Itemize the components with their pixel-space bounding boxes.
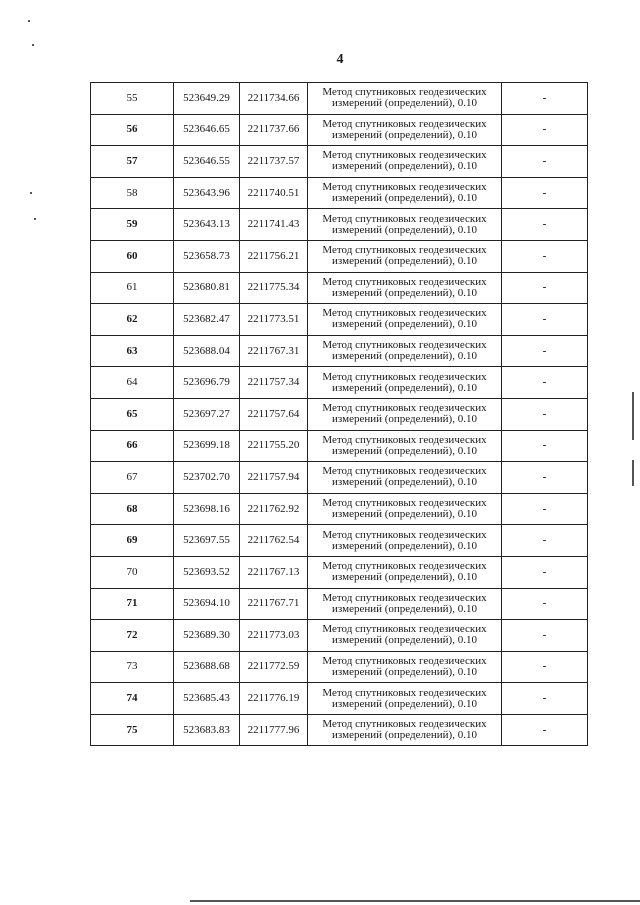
note-cell: - [502,398,588,430]
table-row [91,430,588,462]
table-row [91,683,588,715]
coord-x: 523643.13 [174,209,240,241]
coord-y: 2211755.20 [240,430,308,462]
note-cell: - [502,272,588,304]
method-line-2: измерений (определений), 0.10 [332,571,477,584]
point-number: 55 [91,83,174,115]
point-number: 72 [91,620,174,652]
method-line-2: измерений (определений), 0.10 [332,729,477,742]
table-row [91,588,588,620]
table-row [91,209,588,241]
point-number: 73 [91,651,174,683]
method-line-2: измерений (определений), 0.10 [332,160,477,173]
method-cell [308,83,502,115]
point-number: 56 [91,114,174,146]
point-number: 69 [91,525,174,557]
coord-y: 2211740.51 [240,177,308,209]
coord-x: 523688.68 [174,651,240,683]
table-row [91,525,588,557]
method-cell [308,620,502,652]
coordinates-table [90,82,588,746]
method-line-1: Метод спутниковых геодезических [322,560,487,573]
method-cell [308,651,502,683]
coord-x: 523680.81 [174,272,240,304]
point-number: 60 [91,240,174,272]
method-cell [308,240,502,272]
coord-x: 523702.70 [174,462,240,494]
table-row [91,714,588,746]
table-row [91,651,588,683]
method-line-2: измерений (определений), 0.10 [332,318,477,331]
table-row [91,304,588,336]
coord-y: 2211767.31 [240,335,308,367]
note-cell: - [502,683,588,715]
method-line-1: Метод спутниковых геодезических [322,718,487,731]
method-line-1: Метод спутниковых геодезических [322,307,487,320]
page-number: 4 [336,52,344,67]
method-line-2: измерений (определений), 0.10 [332,413,477,426]
coord-x: 523646.65 [174,114,240,146]
coord-x: 523697.55 [174,525,240,557]
coord-x: 523682.47 [174,304,240,336]
note-cell: - [502,209,588,241]
point-number: 57 [91,146,174,178]
note-cell: - [502,651,588,683]
coord-y: 2211773.03 [240,620,308,652]
point-number: 65 [91,398,174,430]
note-cell: - [502,240,588,272]
note-cell: - [502,146,588,178]
coord-y: 2211734.66 [240,83,308,115]
method-line-2: измерений (определений), 0.10 [332,634,477,647]
method-cell [308,367,502,399]
note-cell: - [502,177,588,209]
method-line-2: измерений (определений), 0.10 [332,128,477,141]
method-cell [308,462,502,494]
method-line-2: измерений (определений), 0.10 [332,286,477,299]
coord-y: 2211773.51 [240,304,308,336]
method-line-1: Метод спутниковых геодезических [322,181,487,194]
method-line-2: измерений (определений), 0.10 [332,665,477,678]
scan-mark [32,44,34,46]
coord-y: 2211756.21 [240,240,308,272]
method-line-1: Метод спутниковых геодезических [322,117,487,130]
method-cell [308,146,502,178]
note-cell: - [502,83,588,115]
method-line-2: измерений (определений), 0.10 [332,255,477,268]
method-line-2: измерений (определений), 0.10 [332,539,477,552]
point-number: 66 [91,430,174,462]
coord-y: 2211776.19 [240,683,308,715]
coord-y: 2211757.64 [240,398,308,430]
method-line-2: измерений (определений), 0.10 [332,97,477,110]
point-number: 74 [91,683,174,715]
coord-y: 2211767.71 [240,588,308,620]
coord-y: 2211762.54 [240,525,308,557]
coord-x: 523649.29 [174,83,240,115]
table-row [91,367,588,399]
method-line-1: Метод спутниковых геодезических [322,339,487,352]
point-number: 68 [91,493,174,525]
point-number: 58 [91,177,174,209]
method-cell [308,209,502,241]
point-number: 71 [91,588,174,620]
method-cell [308,272,502,304]
table-row [91,83,588,115]
method-line-1: Метод спутниковых геодезических [322,465,487,478]
note-cell: - [502,714,588,746]
point-number: 59 [91,209,174,241]
method-cell [308,114,502,146]
method-line-2: измерений (определений), 0.10 [332,697,477,710]
method-line-1: Метод спутниковых геодезических [322,244,487,257]
point-number: 70 [91,556,174,588]
coord-y: 2211762.92 [240,493,308,525]
coord-y: 2211777.96 [240,714,308,746]
coordinates-table-body [91,83,588,746]
point-number: 64 [91,367,174,399]
scan-mark [28,20,30,22]
table-row [91,177,588,209]
coord-x: 523685.43 [174,683,240,715]
coord-x: 523699.18 [174,430,240,462]
method-line-1: Метод спутниковых геодезических [322,591,487,604]
coord-x: 523697.27 [174,398,240,430]
table-row [91,462,588,494]
method-line-2: измерений (определений), 0.10 [332,223,477,236]
scan-mark [30,192,32,194]
method-line-2: измерений (определений), 0.10 [332,476,477,489]
method-cell [308,398,502,430]
note-cell: - [502,556,588,588]
scan-mark [34,218,36,220]
method-cell [308,556,502,588]
table-row [91,556,588,588]
table-row [91,398,588,430]
method-cell [308,525,502,557]
method-line-1: Метод спутниковых геодезических [322,497,487,510]
coord-x: 523694.10 [174,588,240,620]
coord-y: 2211737.66 [240,114,308,146]
method-cell [308,430,502,462]
method-line-2: измерений (определений), 0.10 [332,444,477,457]
note-cell: - [502,620,588,652]
note-cell: - [502,462,588,494]
note-cell: - [502,430,588,462]
scan-mark [190,900,640,902]
method-line-2: измерений (определений), 0.10 [332,602,477,615]
point-number: 62 [91,304,174,336]
table-row [91,620,588,652]
coord-x: 523646.55 [174,146,240,178]
method-cell [308,304,502,336]
method-line-1: Метод спутниковых геодезических [322,528,487,541]
coord-y: 2211741.43 [240,209,308,241]
note-cell: - [502,525,588,557]
method-line-1: Метод спутниковых геодезических [322,86,487,99]
method-line-1: Метод спутниковых геодезических [322,623,487,636]
coord-x: 523658.73 [174,240,240,272]
coord-x: 523693.52 [174,556,240,588]
method-cell [308,177,502,209]
note-cell: - [502,335,588,367]
note-cell: - [502,493,588,525]
table-row [91,272,588,304]
method-cell [308,588,502,620]
coord-x: 523689.30 [174,620,240,652]
point-number: 63 [91,335,174,367]
point-number: 75 [91,714,174,746]
coord-x: 523683.83 [174,714,240,746]
method-line-2: измерений (определений), 0.10 [332,508,477,521]
method-cell [308,493,502,525]
coord-y: 2211757.34 [240,367,308,399]
method-line-1: Метод спутниковых геодезических [322,654,487,667]
method-line-1: Метод спутниковых геодезических [322,275,487,288]
method-line-2: измерений (определений), 0.10 [332,192,477,205]
note-cell: - [502,367,588,399]
coord-y: 2211775.34 [240,272,308,304]
note-cell: - [502,588,588,620]
method-cell [308,335,502,367]
table-row [91,114,588,146]
point-number: 61 [91,272,174,304]
method-line-1: Метод спутниковых геодезических [322,686,487,699]
coord-y: 2211772.59 [240,651,308,683]
table-row [91,335,588,367]
method-line-1: Метод спутниковых геодезических [322,212,487,225]
method-line-2: измерений (определений), 0.10 [332,350,477,363]
coord-x: 523696.79 [174,367,240,399]
table-row [91,240,588,272]
method-line-2: измерений (определений), 0.10 [332,381,477,394]
scan-mark [632,392,634,440]
method-line-1: Метод спутниковых геодезических [322,370,487,383]
coord-y: 2211757.94 [240,462,308,494]
table-row [91,493,588,525]
coord-x: 523643.96 [174,177,240,209]
coord-y: 2211767.13 [240,556,308,588]
scan-mark [632,460,634,486]
method-line-1: Метод спутниковых геодезических [322,149,487,162]
note-cell: - [502,304,588,336]
method-line-1: Метод спутниковых геодезических [322,402,487,415]
method-line-1: Метод спутниковых геодезических [322,433,487,446]
coord-x: 523698.16 [174,493,240,525]
method-cell [308,683,502,715]
coord-x: 523688.04 [174,335,240,367]
method-cell [308,714,502,746]
point-number: 67 [91,462,174,494]
table-row [91,146,588,178]
coord-y: 2211737.57 [240,146,308,178]
note-cell: - [502,114,588,146]
